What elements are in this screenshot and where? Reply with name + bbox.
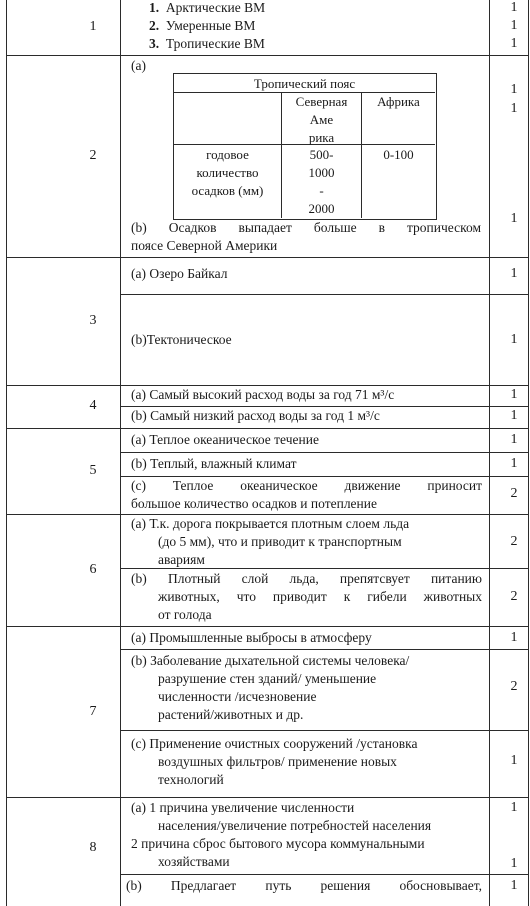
score: 1 [510,856,518,871]
grid-line [120,649,529,650]
score: 1 [510,800,518,815]
score: 1 [510,0,518,15]
inner-table-row-label: годовое количество осадков (мм) [191,147,264,198]
score: 2 [510,589,518,604]
question-number: 6 [89,562,97,577]
grid-line [120,452,529,453]
answer-line: (b) Предлагает путь решения обосновывает, [126,878,482,893]
grid-line [489,0,490,906]
grid-line [6,797,529,798]
answer-line: (a) Промышленные выбросы в атмосферу [131,630,372,645]
score: 1 [510,456,518,471]
answer-line: (a) Т.к. дорога покрывается плотным слоем льда [131,516,410,531]
score: 1 [510,101,518,116]
score: 1 [510,630,518,645]
answer-line: численности /исчезновение [158,689,317,704]
grid-line [6,626,529,627]
score: 2 [510,534,518,549]
answer-line: (b) Плотный слой льда, препятсвует питанию [131,571,482,586]
grid-line [120,568,529,569]
score: 1 [510,332,518,347]
answer-line: 2. Умеренные ВМ [149,18,256,33]
answer-line: (b) Осадков выпадает больше в тропическом [131,220,481,235]
answer-line: 1. Арктические ВМ [149,0,266,15]
answer-line: (a) Озеро Байкал [131,266,228,281]
grid-line [120,730,529,731]
grid-line [120,0,121,906]
score: 2 [510,486,518,501]
grid-line [120,476,529,477]
grid-line [6,0,7,906]
inner-table-value: 0-100 [383,147,414,162]
score: 1 [510,82,518,97]
answer-line: разрушение стен зданий/ уменьшение [158,671,377,686]
grid-line [6,55,529,56]
answer-line: (a) 1 причина увеличение численности [131,800,355,815]
score: 1 [510,266,518,281]
grid-line [6,257,529,258]
answer-line: (b)Тектоническое [131,332,232,347]
question-number: 8 [89,840,97,855]
question-number: 7 [89,704,97,719]
answer-line: поясе Северной Америки [131,238,278,253]
score: 1 [510,211,518,226]
question-number: 3 [89,313,97,328]
question-number: 4 [89,398,97,413]
answer-line: технологий [158,772,224,787]
score: 2 [510,679,518,694]
score: 1 [510,432,518,447]
grid-line [120,406,529,407]
answer-line: 2 причина сброс бытового мусора коммунальными [131,836,425,851]
answer-line: 3. Тропические ВМ [149,36,265,51]
question-number: 2 [89,148,97,163]
inner-table-title: Тропический пояс [253,76,356,91]
score: 1 [510,36,518,51]
score: 1 [510,753,518,768]
answer-line: (b) Заболевание дыхательной системы человека/ [131,653,410,668]
score: 1 [510,18,518,33]
score: 1 [510,387,518,402]
answer-line: (a) Теплое океаническое течение [131,432,319,447]
answer-line: воздушных фильтров/ применение новых [158,754,397,769]
answer-line: (c) Применение очистных сооружений /установка [131,736,418,751]
grid-line [120,294,529,295]
answer-line: (b) Самый низкий расход воды за год 1 м³/с [131,408,380,423]
grid-line [6,514,529,515]
part-label: (a) [131,58,146,73]
grid-line [528,0,529,906]
answer-line: (c) Теплое океаническое движение приносит [131,478,482,493]
grid-line [120,874,529,875]
answer-line: растений/животных и др. [158,707,304,722]
answer-line: (до 5 мм), что и приводит к транспортным [158,534,402,549]
answer-line: от голода [158,607,212,622]
answer-line: населения/увеличение потребностей населения [158,818,432,833]
grid-line [6,385,529,386]
score: 1 [510,408,518,423]
inner-table-header: Африка [377,94,420,109]
answer-line: животных, что приводит к гибели животных [158,589,482,604]
question-number: 5 [89,463,97,478]
question-number: 1 [89,19,97,34]
score: 1 [510,878,518,893]
answer-line: (a) Самый высокий расход воды за год 71 м³/с [131,387,395,402]
answer-line: хозяйствами [158,854,230,869]
answer-line: (b) Теплый, влажный климат [131,456,297,471]
answer-line: авариям [158,552,205,567]
grid-line [6,428,529,429]
answer-line: большое количество осадков и потепление [131,496,377,511]
inner-table-header: Северная Аме рика [295,94,348,145]
inner-table-value: 500- 1000 - 2000 [308,147,335,216]
